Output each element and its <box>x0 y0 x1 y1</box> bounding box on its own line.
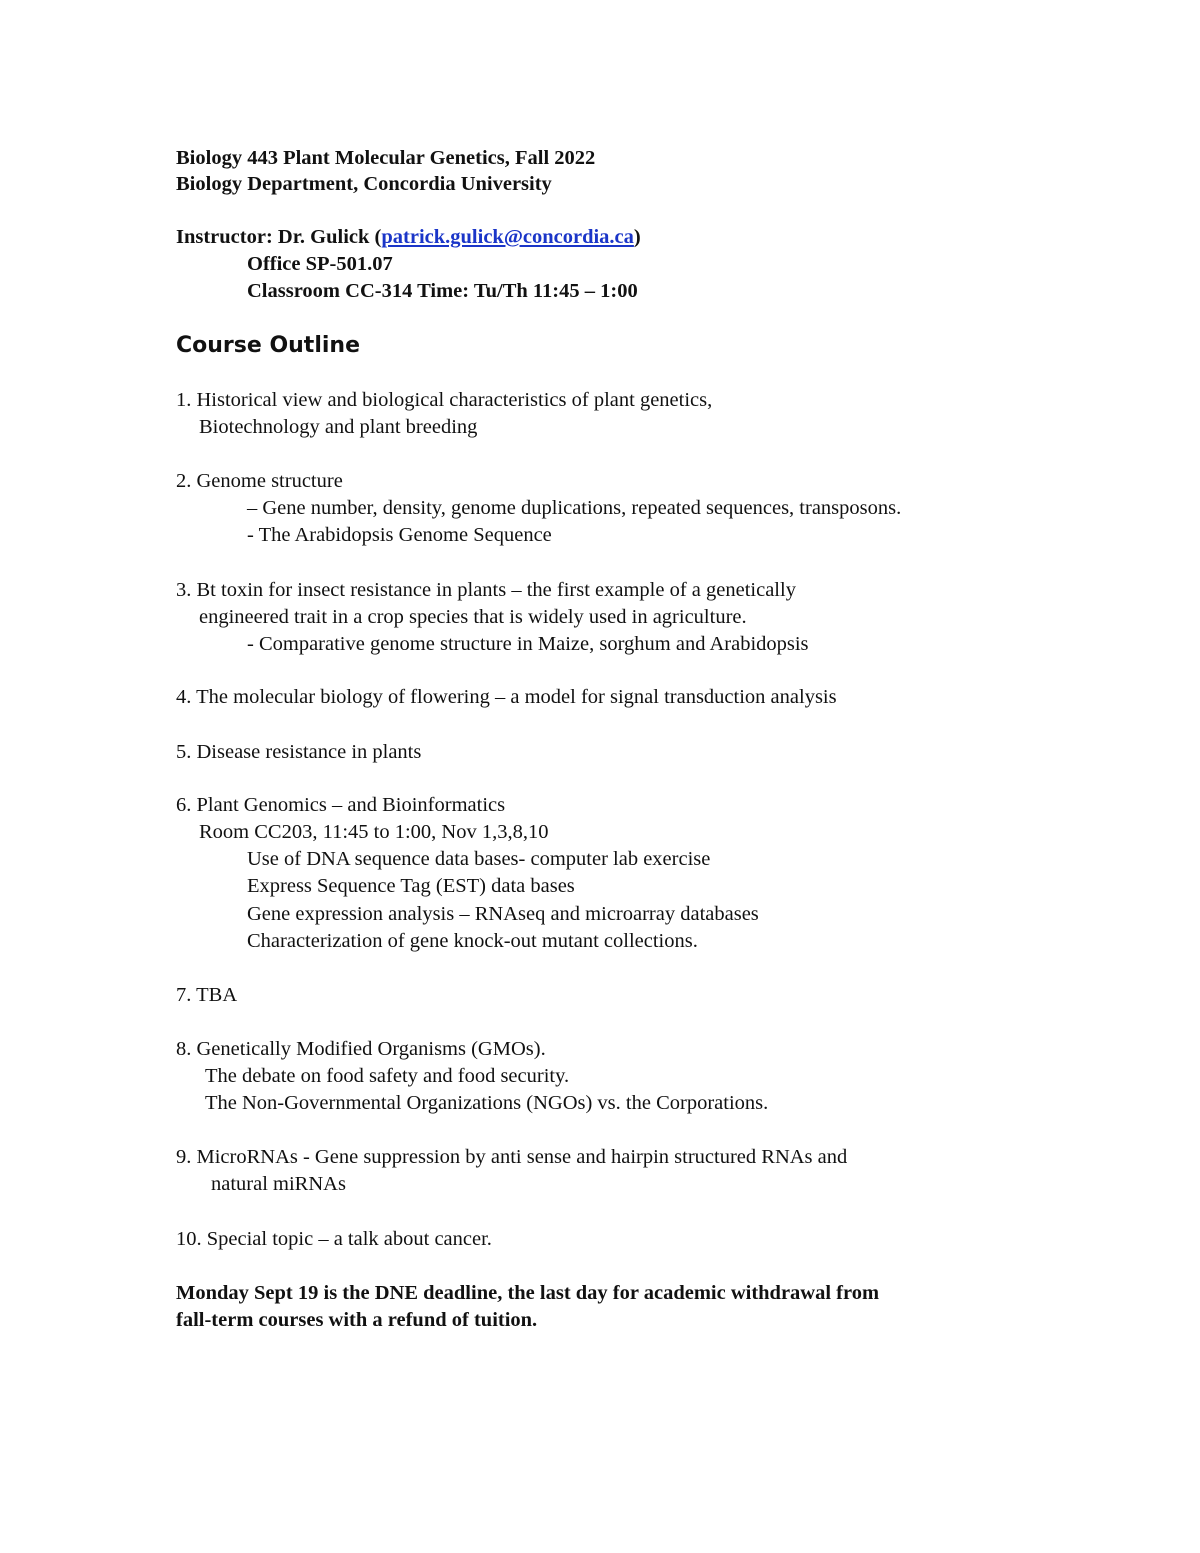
outline-item-9: 9. MicroRNAs - Gene suppression by anti sense and hairpin structured RNAs and <box>176 1146 848 1168</box>
outline-item-7: 7. TBA <box>176 984 238 1006</box>
outline-item-9-continued: natural miRNAs <box>211 1173 346 1195</box>
department-line: Biology Department, Concordia University <box>176 173 552 195</box>
instructor-line <box>176 224 641 251</box>
instructor-close-paren: ) <box>633 226 641 248</box>
outline-item-6-room: Room CC203, 11:45 to 1:00, Nov 1,3,8,10 <box>199 821 549 843</box>
outline-item-1: 1. Historical view and biological characteristics of plant genetics, <box>176 389 713 411</box>
outline-item-3-sub-1: - Comparative genome structure in Maize, sorghum and Arabidopsis <box>247 633 809 655</box>
instructor-email-link[interactable]: patrick.gulick@concordia.ca <box>381 226 634 248</box>
outline-item-2-sub-2: - The Arabidopsis Genome Sequence <box>247 524 552 546</box>
outline-item-3-continued: engineered trait in a crop species that is widely used in agriculture. <box>199 606 747 628</box>
outline-item-6-sub-3: Gene expression analysis – RNAseq and microarray databases <box>247 903 759 925</box>
instructor-label: Instructor: Dr. Gulick ( <box>176 226 382 248</box>
outline-item-6-sub-2: Express Sequence Tag (EST) data bases <box>247 875 575 897</box>
outline-item-2: 2. Genome structure <box>176 470 343 492</box>
dne-deadline-notice-continued: fall-term courses with a refund of tuition. <box>176 1309 538 1331</box>
outline-item-5: 5. Disease resistance in plants <box>176 741 422 763</box>
outline-item-8-sub-2: The Non-Governmental Organizations (NGOs) vs. the Corporations. <box>205 1092 769 1114</box>
classroom-time-line: Classroom CC-314 Time: Tu/Th 11:45 – 1:00 <box>247 280 638 302</box>
outline-item-6-sub-1: Use of DNA sequence data bases- computer lab exercise <box>247 848 711 870</box>
outline-item-3: 3. Bt toxin for insect resistance in plants – the first example of a genetically <box>176 579 796 601</box>
office-line: Office SP-501.07 <box>247 253 393 275</box>
outline-item-6-sub-4: Characterization of gene knock-out mutant collections. <box>247 930 698 952</box>
outline-item-2-sub-1: – Gene number, density, genome duplications, repeated sequences, transposons. <box>247 497 902 519</box>
outline-item-1-continued: Biotechnology and plant breeding <box>199 416 478 438</box>
outline-item-6: 6. Plant Genomics – and Bioinformatics <box>176 794 506 816</box>
dne-deadline-notice: Monday Sept 19 is the DNE deadline, the last day for academic withdrawal from <box>176 1282 880 1304</box>
section-heading: Course Outline <box>176 333 360 358</box>
outline-item-8: 8. Genetically Modified Organisms (GMOs). <box>176 1038 546 1060</box>
outline-item-10: 10. Special topic – a talk about cancer. <box>176 1228 492 1250</box>
outline-item-8-sub-1: The debate on food safety and food security. <box>205 1065 570 1087</box>
course-title: Biology 443 Plant Molecular Genetics, Fall 2022 <box>176 147 596 169</box>
outline-item-4: 4. The molecular biology of flowering – a model for signal transduction analysis <box>176 686 837 708</box>
